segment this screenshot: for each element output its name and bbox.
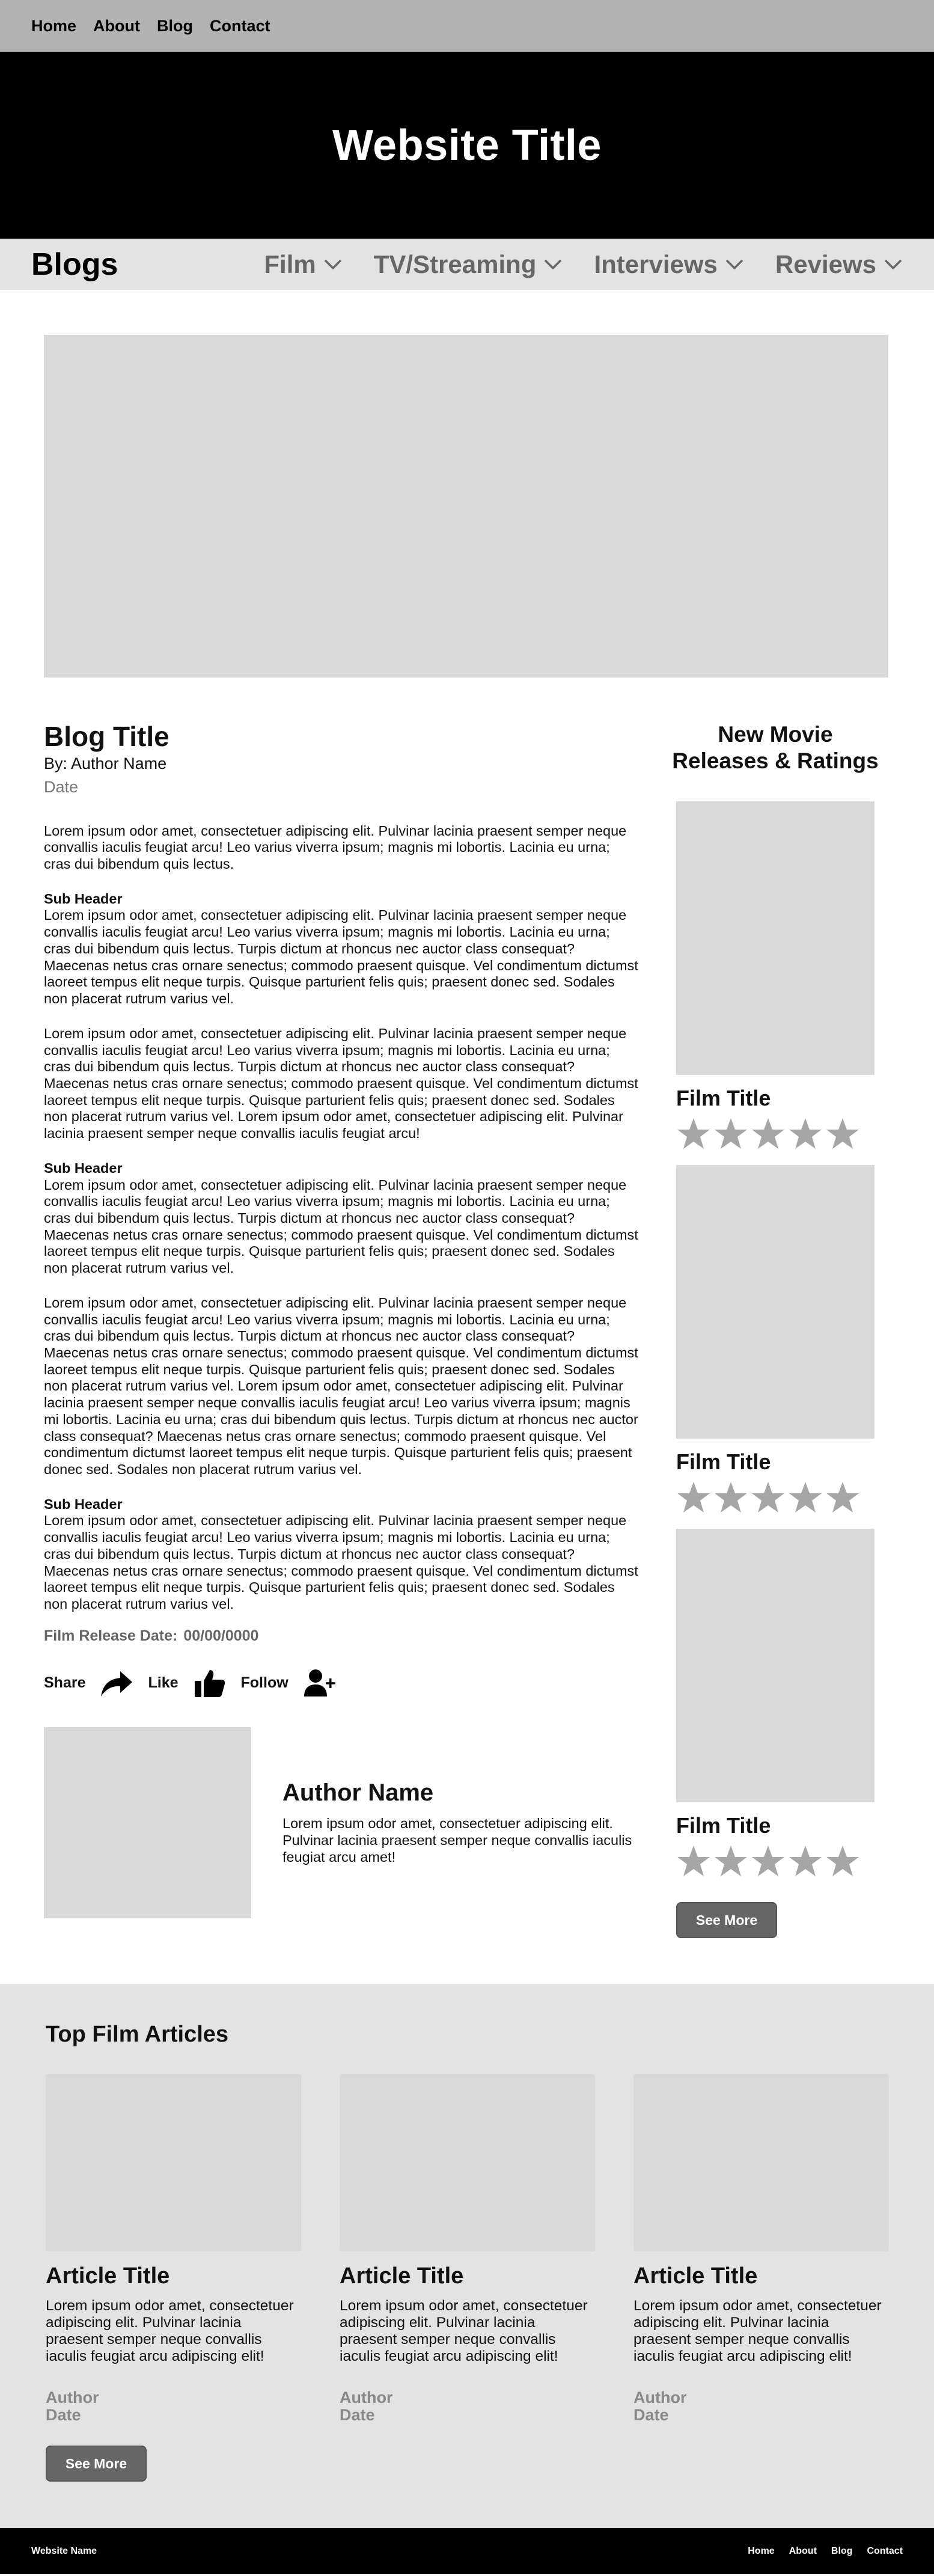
film-card[interactable] xyxy=(676,801,884,1151)
menu-film-label: Film xyxy=(264,249,316,278)
film-card[interactable] xyxy=(676,1529,884,1878)
star-icon xyxy=(788,1481,823,1514)
paragraph: Lorem ipsum odor amet, consectetuer adipiscing elit. Pulvinar lacinia praesent semper neque convallis iaculis feugiat arcu! Leo varius viverra ipsum; magnis mi lobortis. Lacinia eu urna; cras dui bibendum quis lectus. Turpis dictum at rhoncus nec auctor class consequat? Maecenas netus cras ornare senectus; commodo praesent quisque. Vel condimentum dictumst laoreet tempus elit neque turpis. Quisque parturient felis quis; praesent donec sed. Sodales non placerat rutrum varius vel. xyxy=(44,907,638,1007)
article-title[interactable]: Article Title xyxy=(46,2263,170,2289)
nav-home[interactable]: Home xyxy=(31,16,77,35)
footer-link-about[interactable]: About xyxy=(789,2545,817,2556)
share-label[interactable]: Share xyxy=(44,1674,86,1692)
top-articles-heading: Top Film Articles xyxy=(46,2022,229,2047)
blog-title: Blog Title xyxy=(44,721,169,752)
paragraph: Lorem ipsum odor amet, consectetuer adipiscing elit. Pulvinar lacinia praesent semper neque convallis iaculis feugiat arcu! Leo varius viverra ipsum; magnis mi lobortis. Lacinia eu urna; cras dui bibendum quis lectus. Turpis dictum at rhoncus nec auctor class consequat? Maecenas netus cras ornare senectus; commodo praesent quisque. Vel condimentum dictumst laoreet tempus elit neque turpis. Quisque parturient felis quis; praesent donec sed. Sodales non placerat rutrum varius vel. xyxy=(44,1176,638,1276)
film-card[interactable] xyxy=(676,1165,884,1514)
paragraph: Lorem ipsum odor amet, consectetuer adipiscing elit. Pulvinar lacinia praesent semper neque convallis iaculis feugiat arcu! Leo varius viverra ipsum; magnis mi lobortis. Lacinia eu urna; cras dui bibendum quis lectus. Turpis dictum at rhoncus nec auctor class consequat? Maecenas netus cras ornare senectus; commodo praesent quisque. Vel condimentum dictumst laoreet tempus elit neque turpis. Quisque parturient felis quis; praesent donec sed. Sodales non placerat rutrum varius vel. Lorem ipsum odor amet, consectetuer adipiscing elit. Pulvinar lacinia praesent semper neque convallis iaculis feugiat arcu! Leo varius viverra ipsum; magnis mi lobortis. Lacinia eu urna; cras dui bibendum quis lectus. Turpis dictum at rhoncus nec auctor class consequat? Maecenas netus cras ornare senectus; commodo praesent quisque. Vel condimentum dictumst laoreet tempus elit neque turpis. Quisque parturient felis quis; praesent donec sed. Sodales non placerat rutrum varius vel. xyxy=(44,1294,638,1478)
star-icon xyxy=(825,1117,860,1151)
article-date: Date xyxy=(46,2406,81,2425)
article-author: Author xyxy=(340,2388,393,2406)
paragraph: Lorem ipsum odor amet, consectetuer adipiscing elit. Pulvinar lacinia praesent semper neque convallis iaculis feugiat arcu! Leo varius viverra ipsum; magnis mi lobortis. Lacinia eu urna; cras dui bibendum quis lectus. xyxy=(44,822,627,872)
footer-link-blog[interactable]: Blog xyxy=(831,2545,853,2556)
article-excerpt: Lorem ipsum odor amet, consectetuer adipiscing elit. Pulvinar lacinia praesent semper neque convallis iaculis feugiat arcu adipiscing elit! xyxy=(46,2298,294,2364)
article-author: Author xyxy=(633,2388,687,2406)
footer-links xyxy=(748,2546,903,2557)
author-info xyxy=(282,1779,637,1866)
star-rating xyxy=(676,1844,884,1878)
paragraph: Lorem ipsum odor amet, consectetuer adipiscing elit. Pulvinar lacinia praesent semper neque convallis iaculis feugiat arcu! Leo varius viverra ipsum; magnis mi lobortis. Lacinia eu urna; cras dui bibendum quis lectus. Turpis dictum at rhoncus nec auctor class consequat? Maecenas netus cras ornare senectus; commodo praesent quisque. Vel condimentum dictumst laoreet tempus elit neque turpis. Quisque parturient felis quis; praesent donec sed. Sodales non placerat rutrum varius vel. xyxy=(44,1513,638,1612)
film-release-date xyxy=(44,1627,639,1645)
menu-reviews-label: Reviews xyxy=(775,249,876,278)
star-rating xyxy=(676,1117,884,1151)
see-more-button[interactable]: See More xyxy=(676,1902,777,1938)
article-excerpt: Lorem ipsum odor amet, consectetuer adipiscing elit. Pulvinar lacinia praesent semper neque convallis iaculis feugiat arcu adipiscing elit! xyxy=(633,2298,882,2364)
star-rating xyxy=(676,1481,884,1514)
like-label[interactable]: Like xyxy=(148,1674,179,1692)
article-card[interactable] xyxy=(340,2074,595,2425)
article-meta xyxy=(340,2389,595,2425)
article-date: Date xyxy=(340,2406,375,2425)
sub-header: Sub Header xyxy=(44,890,123,907)
film-poster[interactable] xyxy=(676,1165,874,1439)
blog-article xyxy=(44,721,639,1699)
thumbs-up-icon[interactable] xyxy=(193,1668,227,1699)
footer-link-contact[interactable]: Contact xyxy=(867,2545,903,2556)
article-card[interactable] xyxy=(633,2074,889,2425)
website-title: Website Title xyxy=(332,121,602,170)
article-image[interactable] xyxy=(46,2074,301,2251)
star-icon xyxy=(825,1844,860,1878)
film-title: Film Title xyxy=(676,1449,771,1474)
sidebar-heading: New Movie Releases & Ratings xyxy=(672,722,879,774)
star-icon xyxy=(825,1481,860,1514)
post-date: Date xyxy=(44,777,79,796)
star-icon xyxy=(713,1117,748,1151)
see-more-articles-button[interactable]: See More xyxy=(46,2446,147,2482)
featured-image xyxy=(44,335,888,678)
add-user-icon[interactable] xyxy=(303,1668,337,1699)
article-title[interactable]: Article Title xyxy=(633,2263,758,2289)
star-icon xyxy=(676,1117,711,1151)
article-card[interactable] xyxy=(46,2074,301,2425)
film-poster[interactable] xyxy=(676,1529,874,1802)
menu-tv-streaming-label: TV/Streaming xyxy=(373,249,537,278)
film-poster[interactable] xyxy=(676,801,874,1075)
author-bio: Lorem ipsum odor amet, consectetuer adipiscing elit. Pulvinar lacinia praesent semper neque convallis iaculis feugiat arcu amet! xyxy=(282,1816,632,1865)
social-actions xyxy=(44,1668,639,1699)
section xyxy=(44,1496,639,1613)
article-meta xyxy=(46,2389,301,2425)
release-value: 00/00/0000 xyxy=(183,1627,259,1644)
star-icon xyxy=(751,1481,786,1514)
section xyxy=(44,891,639,1008)
nav-blog[interactable]: Blog xyxy=(156,16,193,35)
nav-contact[interactable]: Contact xyxy=(209,16,270,35)
release-label: Film Release Date: xyxy=(44,1627,178,1644)
star-icon xyxy=(713,1481,748,1514)
share-icon[interactable] xyxy=(100,1668,133,1699)
paragraph: Lorem ipsum odor amet, consectetuer adipiscing elit. Pulvinar lacinia praesent semper neque convallis iaculis feugiat arcu! Leo varius viverra ipsum; magnis mi lobortis. Lacinia eu urna; cras dui bibendum quis lectus. Turpis dictum at rhoncus nec auctor class consequat? Maecenas netus cras ornare senectus; commodo praesent quisque. Vel condimentum dictumst laoreet tempus elit neque turpis. Quisque parturient felis quis; praesent donec sed. Sodales non placerat rutrum varius vel. Lorem ipsum odor amet, consectetuer adipiscing elit. Pulvinar lacinia praesent semper neque convallis iaculis feugiat arcu! xyxy=(44,1025,638,1142)
top-film-articles xyxy=(0,1984,934,2528)
footer-link-home[interactable]: Home xyxy=(748,2545,775,2556)
star-icon xyxy=(676,1844,711,1878)
film-title: Film Title xyxy=(676,1813,771,1838)
sidebar-releases xyxy=(667,721,884,1938)
article-date: Date xyxy=(633,2406,669,2425)
footer xyxy=(0,2528,934,2574)
follow-label[interactable]: Follow xyxy=(240,1674,288,1692)
author-photo xyxy=(44,1727,251,1918)
article-image[interactable] xyxy=(633,2074,889,2251)
article-meta xyxy=(633,2389,889,2425)
sub-header: Sub Header xyxy=(44,1160,123,1176)
article-body xyxy=(44,823,639,1613)
author-name: Author Name xyxy=(282,1779,434,1806)
article-image[interactable] xyxy=(340,2074,595,2251)
star-icon xyxy=(751,1117,786,1151)
nav-about[interactable]: About xyxy=(93,16,140,35)
blogs-heading: Blogs xyxy=(31,246,118,282)
star-icon xyxy=(713,1844,748,1878)
sub-header: Sub Header xyxy=(44,1496,123,1512)
star-icon xyxy=(676,1481,711,1514)
menu-interviews-label: Interviews xyxy=(594,249,718,278)
article-excerpt: Lorem ipsum odor amet, consectetuer adipiscing elit. Pulvinar lacinia praesent semper neque convallis iaculis feugiat arcu adipiscing elit! xyxy=(340,2298,588,2364)
film-title: Film Title xyxy=(676,1085,771,1110)
footer-site-name: Website Name xyxy=(31,2545,97,2556)
star-icon xyxy=(751,1844,786,1878)
star-icon xyxy=(788,1117,823,1151)
section xyxy=(44,1160,639,1277)
author-byline: By: Author Name xyxy=(44,754,167,772)
star-icon xyxy=(788,1844,823,1878)
article-title[interactable]: Article Title xyxy=(340,2263,464,2289)
article-cards xyxy=(46,2074,889,2425)
article-author: Author xyxy=(46,2388,99,2406)
